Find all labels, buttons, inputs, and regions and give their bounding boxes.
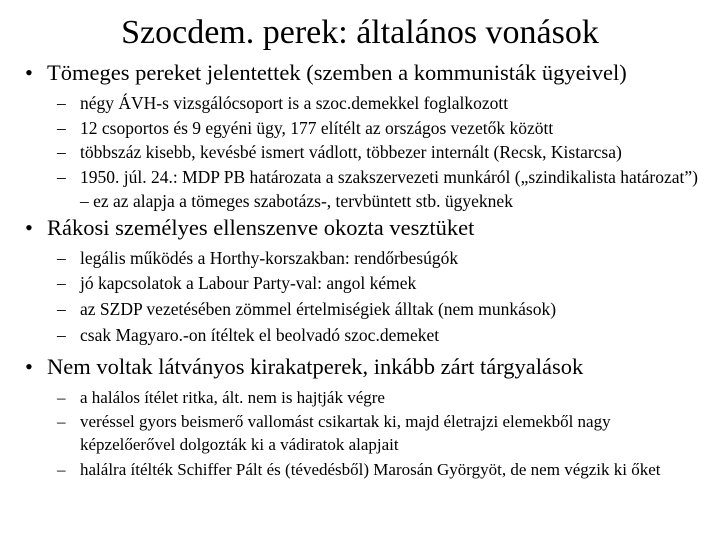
dash-icon: – <box>57 273 66 293</box>
sub-item <box>57 116 707 140</box>
sub-item-text: halálra ítélték Schiffer Pált és (tévedésből) Marosán Györgyöt, de nem végzik ki őket <box>80 460 661 479</box>
sub-item-text: 12 csoportos és 9 egyéni ügy, 177 elítélt az országos vezetők között <box>80 118 554 138</box>
sub-item <box>57 140 707 164</box>
sub-item-text: az SZDP vezetésében zömmel értelmiségiek álltak (nem munkások) <box>80 299 557 319</box>
sub-item <box>57 246 707 270</box>
sub-item-text: 1950. júl. 24.: MDP PB határozata a szakszervezeti munkáról („szindikalista határozat”) – ez az alapja a tömeges szabotázs-, tervbüntett stb. ügyeknek <box>80 167 698 211</box>
sub-item-text: négy ÁVH-s vizsgálócsoport is a szoc.demekkel foglalkozott <box>80 93 509 113</box>
dash-icon: – <box>57 248 66 268</box>
dash-icon: – <box>57 388 66 407</box>
dash-icon: – <box>57 118 66 138</box>
sub-item <box>57 91 707 115</box>
bullet-point <box>25 60 627 86</box>
bullet-icon: • <box>25 60 33 85</box>
bullet-point <box>25 354 583 380</box>
sub-item <box>57 165 707 213</box>
dash-icon: – <box>57 412 66 431</box>
bullet-text: Tömeges pereket jelentettek (szemben a kommunisták ügyeivel) <box>47 60 627 85</box>
dash-icon: – <box>57 325 66 345</box>
dash-icon: – <box>57 142 66 162</box>
sub-item-text: jó kapcsolatok a Labour Party-val: angol kémek <box>80 273 417 293</box>
sub-item-text: a halálos ítélet ritka, ált. nem is hajtják végre <box>80 388 385 407</box>
bullet-text: Nem voltak látványos kirakatperek, inkább zárt tárgyalások <box>47 354 584 379</box>
sub-item <box>57 323 707 347</box>
bullet-icon: • <box>25 215 33 240</box>
sub-item <box>57 386 707 409</box>
bullet-icon: • <box>25 354 33 379</box>
dash-icon: – <box>57 460 66 479</box>
sub-item <box>57 271 707 295</box>
sub-item-text: többszáz kisebb, kevésbé ismert vádlott, többezer internált (Recsk, Kistarcsa) <box>80 142 622 162</box>
bullet-text: Rákosi személyes ellenszenve okozta vesztüket <box>47 215 475 240</box>
dash-icon: – <box>57 167 66 187</box>
sub-item <box>57 297 707 321</box>
dash-icon: – <box>57 93 66 113</box>
sub-item <box>57 458 707 481</box>
slide-title: Szocdem. perek: általános vonások <box>121 14 599 51</box>
sub-item <box>57 410 707 456</box>
bullet-point <box>25 215 474 241</box>
sub-item-text: legális működés a Horthy-korszakban: rendőrbesúgók <box>80 248 459 268</box>
dash-icon: – <box>57 299 66 319</box>
sub-item-text: csak Magyaro.-on ítéltek el beolvadó szoc.demeket <box>80 325 440 345</box>
sub-item-text: veréssel gyors beismerő vallomást csikartak ki, majd életrajzi elemekből nagy képzelőerővel dolgozták ki a vádiratok alapjait <box>80 412 611 454</box>
